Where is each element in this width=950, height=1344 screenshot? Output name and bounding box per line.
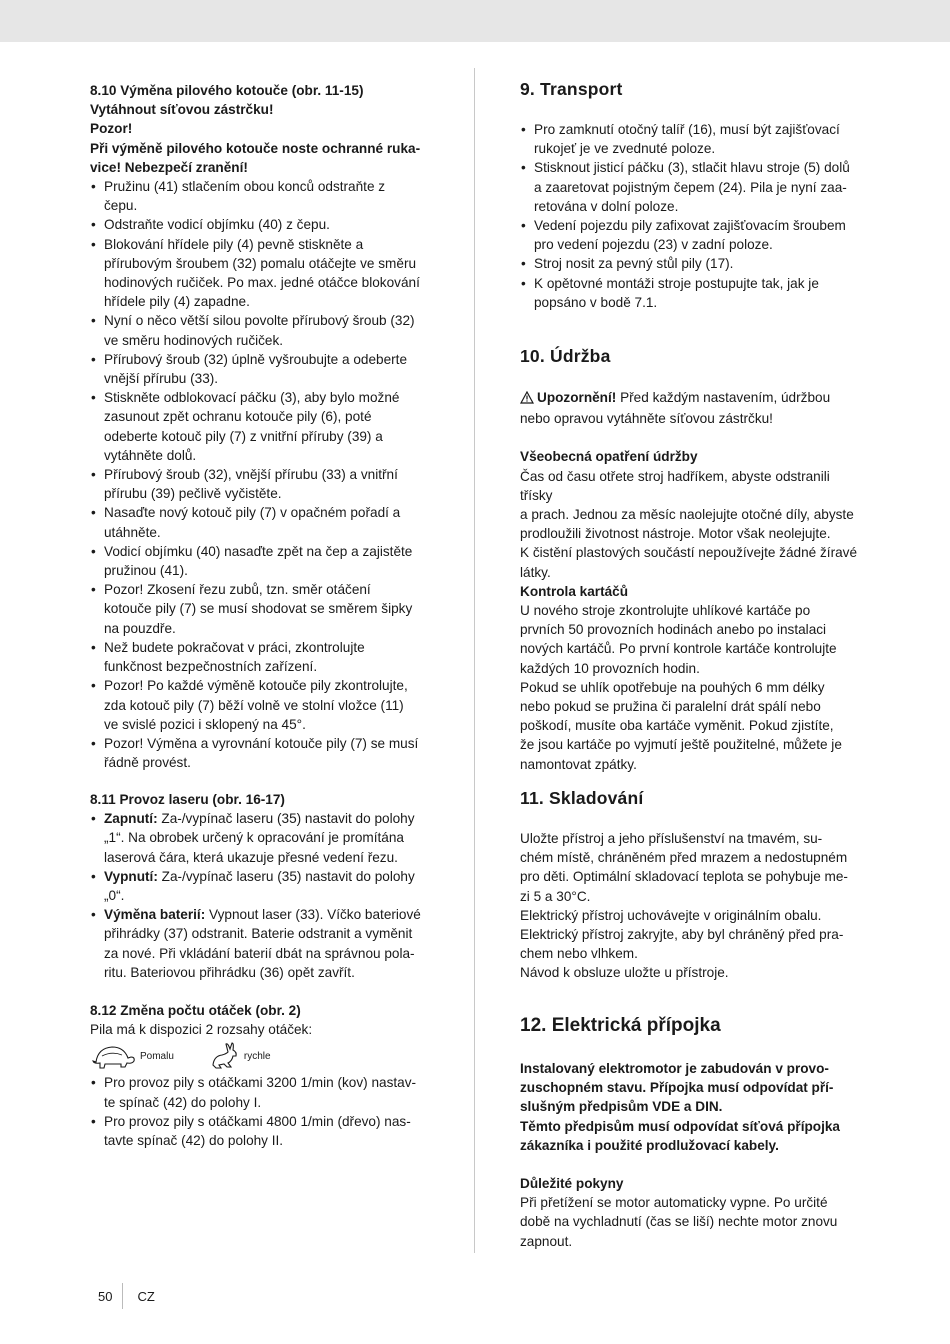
rabbit-icon <box>210 1041 240 1071</box>
blade-change-step <box>90 580 435 638</box>
caution-label: Pozor! <box>90 121 133 137</box>
transport-step <box>520 120 865 158</box>
section-storage <box>520 787 865 983</box>
transport-step-line: Pro zamknutí otočný talíř (16), musí být zajišťovací <box>534 122 840 137</box>
blade-change-step-line: Pružinu (41) stlačením obou konců odstraňte z <box>104 179 386 195</box>
speed-setting-item-line: te spínač (42) do polohy I. <box>104 1094 262 1110</box>
transport-step-line: pro vedení pojezdu (23) v zadní poloze. <box>534 237 773 253</box>
brush-check-line: U nového stroje zkontrolujte uhlíkové kartáče po <box>520 603 811 619</box>
warning-line1: Před každým nastavením, údržbou <box>616 390 831 405</box>
electrical-requirements <box>520 1059 865 1155</box>
turtle-icon <box>90 1042 136 1070</box>
storage-line: zi 5 a 30°C. <box>520 888 591 904</box>
blade-change-step <box>90 676 435 734</box>
transport-heading: 9. Transport <box>520 79 623 99</box>
important-notes-heading: Důležité pokyny <box>520 1176 624 1192</box>
blade-change-step-line: Přírubový šroub (32) úplně vyšroubujte a odeberte <box>104 351 408 367</box>
brush-check-heading: Kontrola kartáčů <box>520 583 629 599</box>
blade-change-step-line: Pozor! Výměna a vyrovnání kotouče pily (7) se musí <box>104 735 419 751</box>
blade-change-step-line: odeberte kotouč pily (7) z vnitřní příruby (39) a <box>104 428 383 444</box>
general-maintenance-line: prodloužili životnost nástroje. Motor však neolejujte. <box>520 526 831 542</box>
speed-settings-list <box>90 1073 435 1150</box>
footer-separator <box>122 1283 123 1309</box>
transport-step <box>520 216 865 254</box>
blade-change-step-line: Nyní o něco větší silou povolte přírubový šroub (32) <box>104 313 415 329</box>
battery-line: ritu. Bateriovou přihrádku (36) opět zavřít. <box>104 964 355 980</box>
blade-change-step-line: Přírubový šroub (32), vnější přírubu (33) a vnitřní <box>104 467 398 483</box>
storage-line: chem nebo vlhkem. <box>520 946 638 962</box>
speed-setting-item <box>90 1112 435 1150</box>
warning-line2: nebo opravou vytáhněte síťovou zástrčku! <box>520 411 773 427</box>
blade-change-step <box>90 177 435 215</box>
brush-check-line: poškodí, musíte oba kartáče vyměnit. Pokud zjistíte, <box>520 718 834 734</box>
gloves-warning-line1: Při výměně pilového kotouče noste ochranné ruka- <box>90 140 421 156</box>
blade-change-step-line: Vodicí objímku (40) nasaďte zpět na čep a zajistěte <box>104 543 413 559</box>
speed-setting-item-line: tavte spínač (42) do polohy II. <box>104 1133 284 1149</box>
brush-check-line: každých 10 provozních hodin. <box>520 660 700 676</box>
maintenance-warning <box>520 388 865 428</box>
important-notes-text <box>520 1193 865 1251</box>
blade-change-step-line: Pozor! Zkosení řezu zubů, tzn. směr otáčení <box>104 582 371 598</box>
laser-on-line: laserová čára, která ukazuje přesné vedení řezu. <box>104 849 398 865</box>
column-divider <box>474 68 475 1253</box>
laser-off-label: Vypnutí: <box>104 868 158 884</box>
section-maintenance <box>520 345 865 774</box>
section-8-10-steps <box>90 177 435 772</box>
unplug-warning: Vytáhnout síťovou zástrčku! <box>90 102 274 118</box>
section-8-10-heading: 8.10 Výměna pilového kotouče (obr. 11-15) <box>90 83 364 98</box>
blade-change-step <box>90 350 435 388</box>
laser-on-line: Za-/vypínač laseru (35) nastavit do polohy <box>157 811 415 827</box>
section-8-12-heading: 8.12 Změna počtu otáček (obr. 2) <box>90 1003 301 1018</box>
blade-change-step-line: Než budete pokračovat v práci, zkontrolujte <box>104 639 365 655</box>
electrical-requirement-line: slušným předpisům VDE a DIN. <box>520 1099 723 1115</box>
general-maintenance-line: K čistění plastových součástí nepoužívejte žádné žíravé <box>520 545 858 561</box>
blade-change-step-line: přírubovým šroubem (32) pomalu otáčejte ve směru <box>104 255 417 271</box>
slow-label: Pomalu <box>140 1050 174 1062</box>
language-code: CZ <box>137 1288 155 1304</box>
brush-check-text <box>520 601 865 774</box>
blade-change-step <box>90 542 435 580</box>
battery-line: Vypnout laser (33). Víčko bateriové <box>205 907 421 923</box>
important-note-line: zapnout. <box>520 1233 573 1249</box>
battery-change-label: Výměna baterií: <box>104 907 206 923</box>
blade-change-step-line: vytáhněte dolů. <box>104 447 197 463</box>
brush-check-line: že jsou kartáče po vyjmutí ještě použitelné, můžete je <box>520 737 842 753</box>
blade-change-step-line: zda kotouč pily (7) běží volně ve stolní vložce (11) <box>104 697 404 713</box>
battery-change-item <box>90 905 435 982</box>
storage-line: Elektrický přístroj uchovávejte v originálním obalu. <box>520 907 822 923</box>
brush-check-line: nových kartáčů. Po první kontrole kartáče kontrolujte <box>520 641 837 657</box>
brush-check-line: prvních 50 provozních hodinách anebo po instalaci <box>520 622 827 638</box>
blade-change-step <box>90 465 435 503</box>
blade-change-step-line: kotouče pily (7) se musí shodovat se směrem šipky <box>104 601 413 617</box>
transport-step <box>520 254 865 273</box>
storage-line: pro děti. Optimální skladovací teplota se pohybuje me- <box>520 869 848 885</box>
blade-change-step-line: hřídele pily (4) zapadne. <box>104 294 250 310</box>
brush-check-line: nebo pokud se pružina či paralelní drát spálí nebo <box>520 699 821 715</box>
section-8-11 <box>90 790 435 982</box>
laser-on-line: „1“. Na obrobek určený k opracování je promítána <box>104 830 404 846</box>
storage-heading: 11. Skladování <box>520 788 644 808</box>
laser-off-line: „0“. <box>104 888 125 904</box>
blade-change-step-line: Blokování hřídele pily (4) pevně stiskněte a <box>104 236 364 252</box>
blade-change-step <box>90 734 435 772</box>
transport-step <box>520 158 865 216</box>
blade-change-step-line: Nasaďte nový kotouč pily (7) v opačném pořadí a <box>104 505 401 521</box>
blade-change-step-line: ve svislé pozici i sklopený na 45°. <box>104 716 306 732</box>
transport-step-line: retována v dolní poloze. <box>534 198 679 214</box>
speed-setting-item-line: Pro provoz pily s otáčkami 3200 1/min (kov) nastav- <box>104 1075 417 1091</box>
transport-step-line: K opětovné montáži stroje postupujte tak, jak je <box>534 275 819 291</box>
general-maintenance-heading: Všeobecná opatření údržby <box>520 449 698 465</box>
laser-off-line: Za-/vypínač laseru (35) nastavit do polohy <box>157 868 415 884</box>
blade-change-step-line: Stiskněte odblokovací páčku (3), aby bylo možné <box>104 390 400 406</box>
transport-step-line: Vedení pojezdu pily zafixovat zajišťovacím šroubem <box>534 218 846 234</box>
laser-off-item <box>90 867 435 905</box>
transport-step-line: a zaaretovat pojistným čepem (24). Pila je nyní zaa- <box>534 179 847 195</box>
electrical-requirement-line: zuschopném stavu. Přípojka musí odpovídat pří- <box>520 1080 834 1096</box>
general-maintenance-text <box>520 467 865 582</box>
brush-check-line: Pokud se uhlík opotřebuje na pouhých 6 mm délky <box>520 679 825 695</box>
general-maintenance-line: a prach. Jednou za měsíc naolejujte otočné díly, abyste <box>520 507 854 523</box>
blade-change-step-line: na pouzdře. <box>104 620 176 636</box>
electrical-requirement-line: zákazníka i použité prodlužovací kabely. <box>520 1137 779 1153</box>
electrical-heading: 12. Elektrická přípojka <box>520 1015 721 1036</box>
storage-line: chém místě, chráněném před mrazem a nedostupném <box>520 850 848 866</box>
general-maintenance-line: Čas od času otřete stroj hadříkem, abyste odstranili třísky <box>520 468 830 503</box>
blade-change-step <box>90 311 435 349</box>
page-footer <box>98 1283 155 1309</box>
blade-change-step-line: ve směru hodinových ručiček. <box>104 332 284 348</box>
blade-change-step-line: řádně provést. <box>104 755 191 771</box>
blade-change-step-line: zasunout zpět ochranu kotouče pily (6), poté <box>104 409 372 425</box>
battery-line: za nové. Při vkládání baterií dbát na správnou pola- <box>104 945 415 961</box>
blade-change-step-line: pružinou (41). <box>104 563 188 579</box>
blade-change-step-line: hodinových ručiček. Po max. jedné otáčce blokování <box>104 275 420 291</box>
blade-change-step-line: vnější přírubu (33). <box>104 371 219 387</box>
general-maintenance-line: látky. <box>520 564 551 580</box>
page-number: 50 <box>98 1288 113 1304</box>
section-8-10 <box>90 81 435 772</box>
warning-label: Upozornění! <box>537 390 617 405</box>
battery-line: přihrádky (37) odstranit. Baterie odstranit a vyměnit <box>104 926 413 942</box>
laser-on-item <box>90 809 435 867</box>
electrical-requirement-line: Instalovaný elektromotor je zabudován v provo- <box>520 1061 829 1076</box>
speed-setting-item <box>90 1073 435 1111</box>
blade-change-step <box>90 215 435 234</box>
laser-on-label: Zapnutí: <box>104 811 158 827</box>
blade-change-step-line: čepu. <box>104 198 138 214</box>
warning-icon <box>520 390 534 409</box>
fast-label: rychle <box>243 1050 271 1062</box>
maintenance-heading: 10. Údržba <box>520 346 611 366</box>
transport-step-line: Stroj nosit za pevný stůl pily (17). <box>534 256 734 272</box>
top-band <box>0 0 950 42</box>
section-8-12 <box>90 1001 435 1150</box>
blade-change-step-line: Odstraňte vodicí objímku (40) z čepu. <box>104 217 330 233</box>
transport-step-line: popsáno v bodě 7.1. <box>534 294 658 310</box>
blade-change-step-line: utáhněte. <box>104 524 161 540</box>
important-note-line: Při přetížení se motor automaticky vypne. Po určité <box>520 1195 828 1211</box>
speed-symbols <box>90 1039 435 1073</box>
section-electrical <box>520 1014 865 1251</box>
brush-check-line: namontovat zpátky. <box>520 756 637 772</box>
blade-change-step <box>90 638 435 676</box>
blade-change-step <box>90 503 435 541</box>
important-note-line: době na vychladnutí (čas se liší) nechte motor znovu <box>520 1214 838 1230</box>
speed-setting-item-line: Pro provoz pily s otáčkami 4800 1/min (dřevo) nas- <box>104 1113 411 1129</box>
blade-change-step-line: Pozor! Po každé výměně kotouče pily zkontrolujte, <box>104 678 408 694</box>
blade-change-step-line: funkčnost bezpečnostních zařízení. <box>104 659 318 675</box>
transport-step-line: Stisknout jisticí páčku (3), stlačit hlavu stroje (5) dolů <box>534 160 850 176</box>
storage-text <box>520 829 865 983</box>
transport-steps <box>520 120 865 312</box>
transport-step <box>520 274 865 312</box>
section-8-11-heading: 8.11 Provoz laseru (obr. 16-17) <box>90 792 285 807</box>
storage-line: Elektrický přístroj zakryjte, aby byl chráněný před pra- <box>520 927 844 943</box>
laser-operation-list <box>90 809 435 982</box>
electrical-requirement-line: Těmto předpisům musí odpovídat síťová přípojka <box>520 1118 840 1134</box>
speed-intro: Pila má k dispozici 2 rozsahy otáček: <box>90 1022 313 1038</box>
transport-step-line: rukojeť je ve zvednuté poloze. <box>534 141 716 157</box>
storage-line: Uložte přístroj a jeho příslušenství na tmavém, su- <box>520 831 823 846</box>
blade-change-step <box>90 235 435 312</box>
blade-change-step <box>90 388 435 465</box>
section-transport <box>520 78 865 312</box>
storage-line: Návod k obsluze uložte u přístroje. <box>520 965 729 981</box>
blade-change-step-line: přírubu (39) pečlivě vyčistěte. <box>104 486 282 502</box>
gloves-warning-line2: vice! Nebezpečí zranění! <box>90 159 248 175</box>
